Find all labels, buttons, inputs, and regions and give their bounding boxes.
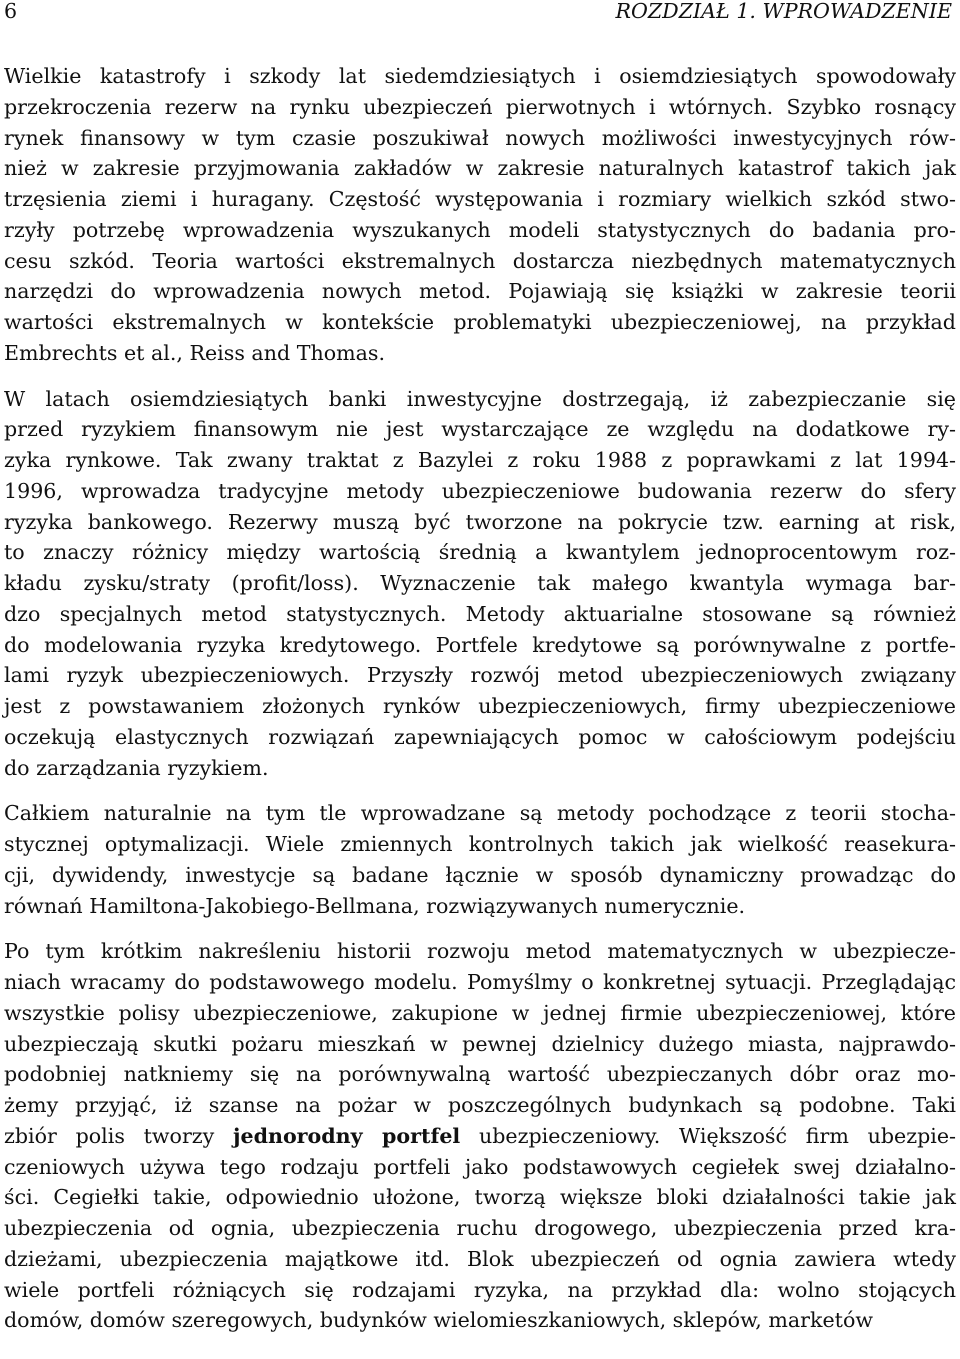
- text-line: przed ryzykiem finansowym nie jest wystarczające ze względu na dodatkowe ry-: [4, 417, 956, 442]
- text-line: cesu szkód. Teoria wartości ekstremalnych dostarcza niezbędnych matematycznych: [4, 248, 956, 273]
- text-line: Po tym krótkim nakreśleniu historii rozwoju metod matematycznych w ubezpiecze-: [4, 939, 956, 964]
- text-line: [4, 1121, 956, 1152]
- text-line: zyka rynkowe. Tak zwany traktat z Bazylei z roku 1988 z poprawkami z lat 1994-: [4, 448, 956, 472]
- text-line: do zarządzania ryzykiem.: [4, 755, 269, 780]
- text-line: podobniej natkniemy się na porównywalną wartość ubezpieczanych dóbr oraz mo-: [4, 1062, 956, 1087]
- text-line: ryzyka bankowego. Rezerwy muszą być tworzone na pokrycie tzw. earning at risk,: [4, 509, 956, 534]
- text-line: czeniowych używa tego rodzaju portfeli jako podstawowych cegiełek swej działalno-: [4, 1154, 956, 1179]
- text-line: kładu zysku/straty (profit/loss). Wyznaczenie tak małego kwantyla wymaga bar-: [4, 571, 956, 595]
- text-line: oczekują elastycznych rozwiązań zapewniających pomoc w całościowym podejściu: [4, 724, 956, 749]
- text-line: wartości ekstremalnych w kontekście problematyki ubezpieczeniowej, na przykład: [4, 310, 956, 334]
- paragraph: [4, 798, 956, 921]
- text-line: trzęsienia ziemi i huragany. Częstość występowania i rozmiary wielkich szkód stwo-: [4, 187, 956, 211]
- text-line: ubezpieczenia od ognia, ubezpieczenia ruchu drogowego, ubezpieczenia przed kra-: [4, 1216, 956, 1240]
- paragraph: [4, 384, 956, 784]
- text-line: przekroczenia rezerw na rynku ubezpieczeń pierwotnych i wtórnych. Szybko rosnący: [4, 94, 956, 119]
- text-line: rynek finansowy w tym czasie poszukiwał nowych możliwości inwestycyjnych rów-: [4, 125, 956, 150]
- text-line: stycznej optymalizacji. Wiele zmiennych kontrolnych takich jak wielkość reasekura-: [4, 832, 956, 856]
- text-line: rzyły potrzebę wprowadzenia wyszukanych modeli statystycznych do badania pro-: [4, 217, 956, 242]
- text-line: ści. Cegiełki takie, odpowiednio ułożone, tworzą większe bloki działalności takie jak: [4, 1185, 956, 1210]
- paragraph: [4, 61, 956, 369]
- text-line: domów, domów szeregowych, budynków wielomieszkaniowych, sklepów, marketów: [4, 1308, 873, 1333]
- defined-term: jednorodny portfel: [233, 1123, 461, 1148]
- text-line: to znaczy różnicy między wartością średnią a kwantylem jednoprocentowym roz-: [4, 540, 956, 565]
- text-line: jest z powstawaniem złożonych rynków ubezpieczeniowych, firmy ubezpieczeniowe: [4, 694, 956, 718]
- text-line: wszystkie polisy ubezpieczeniowe, zakupione w jednej firmie ubezpieczeniowej, które: [4, 1000, 956, 1025]
- text-run: ubezpieczeniowy. Większość firm ubezpie-: [460, 1123, 956, 1148]
- text-line: dzo specjalnych metod statystycznych. Metody aktuarialne stosowane są również: [4, 601, 956, 626]
- paragraph: [4, 936, 956, 1336]
- text-line: cji, dywidendy, inwestycje są badane łącznie w sposób dynamiczny prowadząc do: [4, 862, 956, 887]
- body-text: [4, 61, 956, 1351]
- text-line: narzędzi do wprowadzenia nowych metod. Pojawiają się książki w zakresie teorii: [4, 279, 956, 304]
- text-line: lami ryzyk ubezpieczeniowych. Przyszły rozwój metod ubezpieczeniowych związany: [4, 663, 956, 688]
- running-header: [0, 0, 960, 28]
- text-line: nież w zakresie przyjmowania zakładów w zakresie naturalnych katastrof takich jak: [4, 156, 956, 181]
- text-line: równań Hamiltona-Jakobiego-Bellmana, rozwiązywanych numerycznie.: [4, 893, 746, 918]
- text-line: wiele portfeli różniących się rodzajami ryzyka, na przykład dla: wolno stojących: [4, 1277, 956, 1302]
- text-line: Embrechts et al., Reiss and Thomas.: [4, 340, 386, 365]
- text-line: ubezpieczają skutki pożaru mieszkań w pewnej dzielnicy dużego miasta, najprawdo-: [4, 1031, 956, 1056]
- text-line: Wielkie katastrofy i szkody lat siedemdziesiątych i osiemdziesiątych spowodowały: [4, 64, 956, 88]
- text-line: Całkiem naturalnie na tym tle wprowadzane są metody pochodzące z teorii stocha-: [4, 801, 956, 826]
- text-line: do modelowania ryzyka kredytowego. Portfele kredytowe są porównywalne z portfe-: [4, 632, 956, 657]
- page-number: 6: [4, 0, 18, 23]
- text-line: niach wracamy do podstawowego modelu. Pomyślmy o konkretnej sytuacji. Przeglądając: [4, 970, 956, 994]
- text-line: W latach osiemdziesiątych banki inwestycyjne dostrzegają, iż zabezpieczanie się: [4, 386, 956, 411]
- text-line: 1996, wprowadza tradycyjne metody ubezpieczeniowe budowania rezerw do sfery: [4, 478, 956, 503]
- text-line: żemy przyjąć, iż szanse na pożar w poszczególnych budynkach są podobne. Taki: [4, 1093, 956, 1117]
- running-title: ROZDZIAŁ 1. WPROWADZENIE: [615, 0, 952, 23]
- text-run: zbiór polis tworzy: [4, 1123, 234, 1148]
- text-line: dzieżami, ubezpieczenia majątkowe itd. Blok ubezpieczeń od ognia zawiera wtedy: [4, 1246, 956, 1271]
